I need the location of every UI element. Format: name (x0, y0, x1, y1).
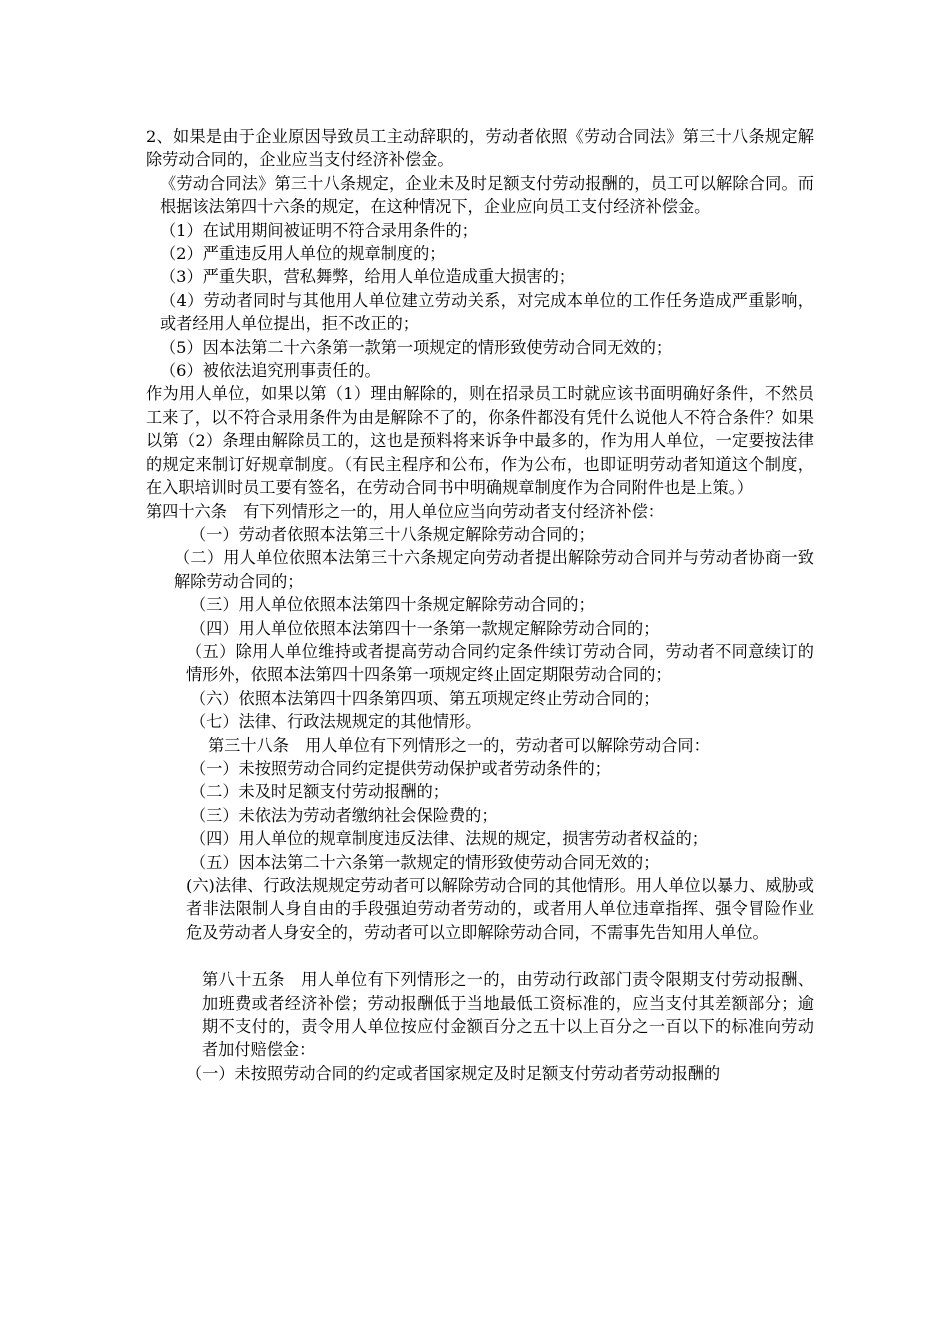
list-item: （四）用人单位的规章制度违反法律、法规的规定，损害劳动者权益的； (190, 829, 708, 849)
article-heading: 第四十六条 有下列情形之一的，用人单位应当向劳动者支付经济补偿： (146, 501, 664, 521)
list-item: （3）严重失职，营私舞弊，给用人单位造成重大损害的； (160, 267, 575, 287)
list-item: （6）被依法追究刑事责任的。 (160, 361, 381, 381)
paragraph: 2、如果是由于企业原因导致员工主动辞职的，劳动者依照《劳动合同法》第三十八条规定解除劳动合同的，企业应当支付经济补偿金。 (146, 127, 814, 170)
list-item: (六)法律、行政法规规定劳动者可以解除劳动合同的其他情形。用人单位以暴力、威胁或者非法限制人身自由的手段强迫劳动者劳动的，或者用人单位违章指挥、强令冒险作业危及劳动者人身安全的，劳动者可以立即解除劳动合同，不需事先告知用人单位。 (186, 876, 814, 942)
list-item: （六）依照本法第四十四条第四项、第五项规定终止劳动合同的； (190, 688, 660, 708)
list-item: （一）劳动者依照本法第三十八条规定解除劳动合同的； (190, 524, 595, 544)
article-heading: 第八十五条 用人单位有下列情形之一的，由劳动行政部门责令限期支付劳动报酬、加班费或者经济补偿；劳动报酬低于当地最低工资标准的，应当支付其差额部分；逾期不支付的，责令用人单位按应付金额百分之五十以上百分之一百以下的标准向劳动者加付赔偿金： (202, 970, 814, 1060)
document-body (146, 125, 814, 1085)
list-item: （二）未及时足额支付劳动报酬的； (190, 782, 449, 802)
list-item: （二）用人单位依照本法第三十六条规定向劳动者提出解除劳动合同并与劳动者协商一致解除劳动合同的； (174, 548, 814, 591)
article-heading: 第三十八条 用人单位有下列情形之一的，劳动者可以解除劳动合同： (208, 735, 710, 755)
list-item: （2）严重违反用人单位的规章制度的； (160, 244, 446, 264)
list-item: （一）未按照劳动合同约定提供劳动保护或者劳动条件的； (190, 758, 611, 778)
list-item: （一）未按照劳动合同的约定或者国家规定及时足额支付劳动者劳动报酬的 (186, 1063, 721, 1083)
list-item: （4）劳动者同时与其他用人单位建立劳动关系，对完成本单位的工作任务造成严重影响，或者经用人单位提出，拒不改正的； (160, 290, 814, 334)
list-item: （三）未依法为劳动者缴纳社会保险费的； (190, 805, 498, 825)
paragraph: 《劳动合同法》第三十八条规定，企业未及时足额支付劳动报酬的，员工可以解除合同。而根据该法第四十六条的规定，在这种情况下，企业应向员工支付经济补偿金。 (160, 173, 814, 217)
paragraph: 作为用人单位，如果以第（1）理由解除的，则在招录员工时就应该书面明确好条件，不然员工来了，以不符合录用条件为由是解除不了的，你条件都没有凭什么说他人不符合条件？如果以第（2）条理由解除员工的，这也是预料将来诉争中最多的，作为用人单位，一定要按法律的规定来制订好规章制度。（有民主程序和公布，作为公布，也即证明劳动者知道这个制度，在入职培训时员工要有签名，在劳动合同书中明确规章制度作为合同附件也是上策。） (146, 384, 814, 498)
list-item: （七）法律、行政法规规定的其他情形。 (190, 712, 482, 732)
list-item: （五）除用人单位维持或者提高劳动合同约定条件续订劳动合同，劳动者不同意续订的情形外，依照本法第四十四条第一项规定终止固定期限劳动合同的； (186, 641, 814, 685)
list-item: （1）在试用期间被证明不符合录用条件的； (160, 220, 478, 240)
list-item: （三）用人单位依照本法第四十条规定解除劳动合同的； (190, 595, 595, 615)
list-item: （5）因本法第二十六条第一款第一项规定的情形致使劳动合同无效的； (160, 337, 673, 357)
list-item: （四）用人单位依照本法第四十一条第一款规定解除劳动合同的； (190, 618, 660, 638)
paragraph-gap (146, 944, 814, 968)
list-item: （五）因本法第二十六条第一款规定的情形致使劳动合同无效的； (190, 852, 660, 872)
